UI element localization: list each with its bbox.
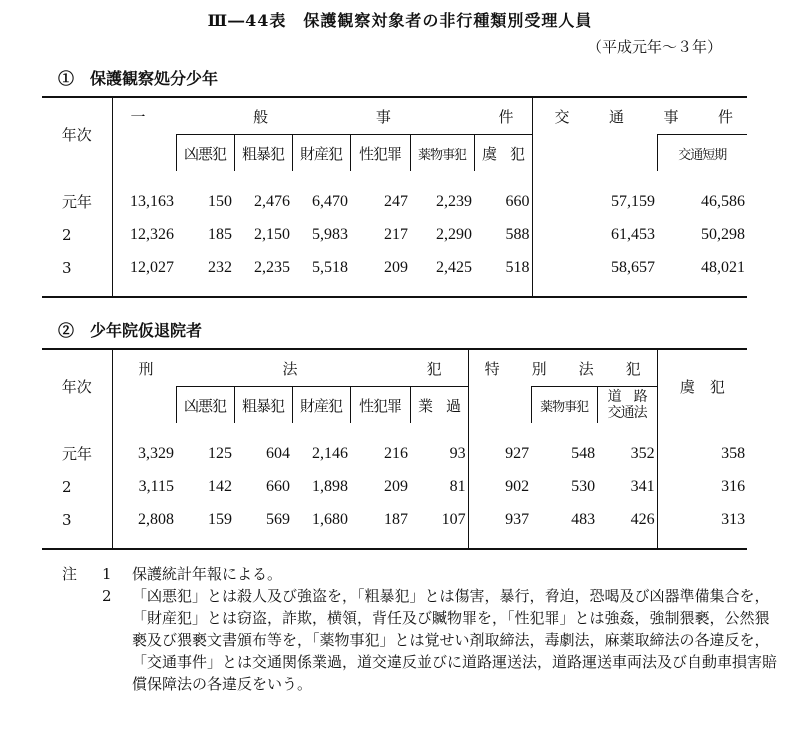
section2-table — [42, 348, 747, 550]
header-yakubutsu: 薬物事犯 — [531, 387, 597, 424]
notes — [62, 563, 782, 695]
header-guhan: 虞 犯 — [657, 349, 747, 423]
header-zaisan: 財産犯 — [292, 387, 350, 424]
header-kyoaku: 凶悪犯 — [176, 387, 234, 424]
table-period: （平成元年～３年） — [586, 38, 722, 56]
traffic-case-header: 交 通 事 件 — [532, 97, 747, 135]
note-item: 2 「凶悪犯」とは殺人及び強盗を，「粗暴犯」とは傷害，暴行，脅迫，恐喝及び凶器準備集合を，「財産犯」とは窃盗，詐欺，横領，背任及び贓物罪を，「性犯罪」とは強姦，強制猥褻，公然猥褻及び猥褻文書頒布等を，「薬物事犯」とは覚せい剤取締法，毒劇法，麻薬取締法の各違反を，「交通事件」とは交通関係業過，道交違反並びに道路運送法，道路運送車両法及び自動車損害賠償保障法の各違反をいう。 — [102, 587, 778, 693]
year-header: 年次 — [61, 126, 92, 144]
table-row: 2 3,115 142 660 1,898 209 81 902 530 341 316 — [42, 470, 747, 503]
year-header: 年次 — [61, 378, 92, 396]
section1-label: ① 保護観察処分少年 — [58, 69, 219, 88]
header-traffic-short: 交通短期 — [657, 135, 747, 172]
section1-table — [42, 96, 747, 298]
table-row: 3 2,808 159 569 1,680 187 107 937 483 426 313 — [42, 503, 747, 549]
header-zaisan: 財産犯 — [292, 135, 350, 172]
general-case-header: 一 般 事 件 — [112, 97, 532, 135]
header-guhan: 虞 犯 — [474, 135, 532, 172]
special-law-header: 特 別 法 犯 — [468, 349, 657, 387]
notes-label: 注 — [62, 565, 78, 583]
header-road-traffic-law: 道 路 交通法 — [597, 387, 657, 424]
header-sobo: 粗暴犯 — [234, 387, 292, 424]
table-row: 3 12,027 232 2,235 5,518 209 2,425 518 58,657 48,021 — [42, 251, 747, 297]
penal-code-header: 刑 法 犯 — [112, 349, 468, 387]
section2-label: ② 少年院仮退院者 — [58, 321, 203, 340]
header-sei: 性犯罪 — [350, 387, 410, 424]
table-row: 元年 3,329 125 604 2,146 216 93 927 548 352 358 — [42, 423, 747, 470]
header-kyoaku: 凶悪犯 — [176, 135, 234, 172]
header-gyoka: 業 過 — [410, 387, 468, 424]
table-title: Ⅲ―44表 保護観察対象者の非行種類別受理人員 — [207, 11, 593, 30]
note-item: 注 1 保護統計年報による。 — [62, 565, 283, 583]
table-row: 2 12,326 185 2,150 5,983 217 2,290 588 61,453 50,298 — [42, 218, 747, 251]
table-row: 元年 13,163 150 2,476 6,470 247 2,239 660 57,159 46,586 — [42, 171, 747, 218]
header-yakubutsu: 薬物事犯 — [410, 135, 474, 172]
header-sobo: 粗暴犯 — [234, 135, 292, 172]
header-sei: 性犯罪 — [350, 135, 410, 172]
